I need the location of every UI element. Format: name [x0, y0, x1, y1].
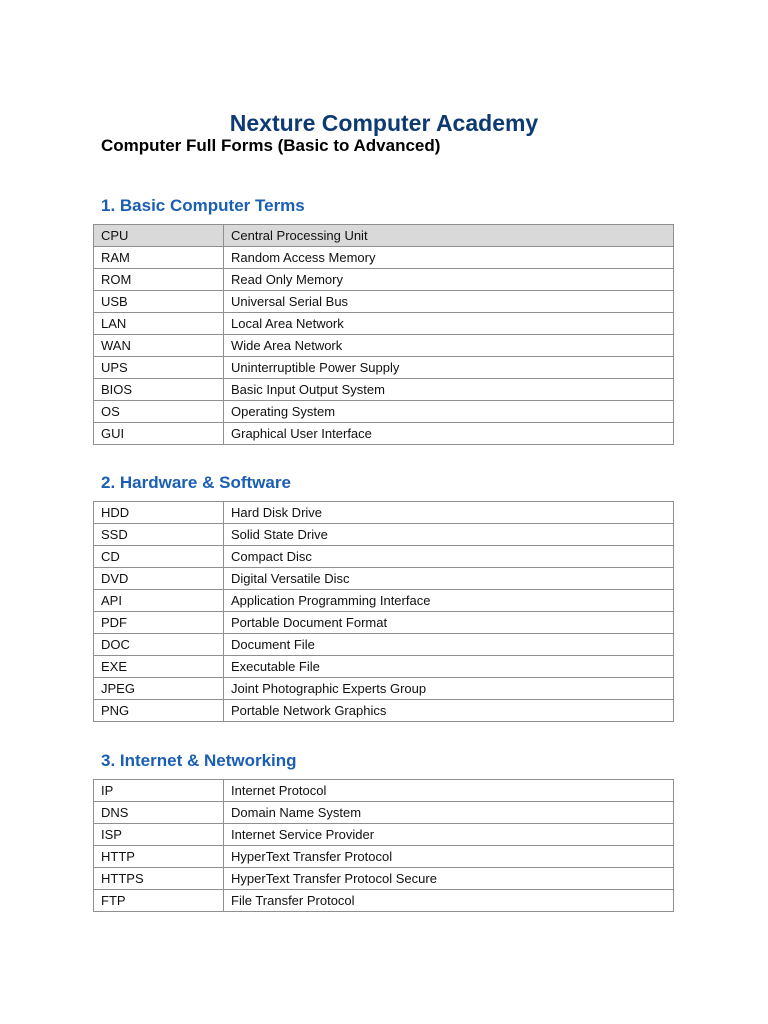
table-row	[94, 780, 674, 802]
section-internet-networking	[93, 750, 674, 912]
full-form-cell: Basic Input Output System	[224, 379, 674, 401]
abbreviation-cell: FTP	[94, 890, 224, 912]
full-form-cell: Uninterruptible Power Supply	[224, 357, 674, 379]
full-form-cell: Domain Name System	[224, 802, 674, 824]
full-form-cell: Wide Area Network	[224, 335, 674, 357]
full-form-cell: Application Programming Interface	[224, 590, 674, 612]
abbreviation-cell: HDD	[94, 502, 224, 524]
terms-table	[93, 779, 674, 912]
full-form-cell: Read Only Memory	[224, 269, 674, 291]
table-row	[94, 590, 674, 612]
table-row	[94, 612, 674, 634]
abbreviation-cell: DVD	[94, 568, 224, 590]
section-basic-computer-terms	[93, 195, 674, 445]
table-row	[94, 868, 674, 890]
abbreviation-cell: API	[94, 590, 224, 612]
table-row	[94, 313, 674, 335]
terms-table	[93, 501, 674, 722]
abbreviation-cell: RAM	[94, 247, 224, 269]
full-form-cell: Portable Network Graphics	[224, 700, 674, 722]
abbreviation-cell: USB	[94, 291, 224, 313]
abbreviation-cell: CD	[94, 546, 224, 568]
section-heading: 3. Internet & Networking	[101, 751, 297, 770]
table-row	[94, 524, 674, 546]
full-form-cell: Internet Protocol	[224, 780, 674, 802]
full-form-cell: Graphical User Interface	[224, 423, 674, 445]
section-heading: 1. Basic Computer Terms	[101, 196, 305, 215]
table-row	[94, 335, 674, 357]
full-form-cell: Universal Serial Bus	[224, 291, 674, 313]
abbreviation-cell: HTTPS	[94, 868, 224, 890]
table-row	[94, 225, 674, 247]
abbreviation-cell: HTTP	[94, 846, 224, 868]
table-row	[94, 802, 674, 824]
abbreviation-cell: DOC	[94, 634, 224, 656]
abbreviation-cell: ROM	[94, 269, 224, 291]
table-row	[94, 269, 674, 291]
full-form-cell: Hard Disk Drive	[224, 502, 674, 524]
table-row	[94, 634, 674, 656]
table-row	[94, 824, 674, 846]
table-row	[94, 546, 674, 568]
abbreviation-cell: BIOS	[94, 379, 224, 401]
section-heading: 2. Hardware & Software	[101, 473, 291, 492]
table-row	[94, 890, 674, 912]
full-form-cell: HyperText Transfer Protocol	[224, 846, 674, 868]
abbreviation-cell: EXE	[94, 656, 224, 678]
full-form-cell: Executable File	[224, 656, 674, 678]
table-row	[94, 357, 674, 379]
abbreviation-cell: OS	[94, 401, 224, 423]
table-row	[94, 678, 674, 700]
full-form-cell: Compact Disc	[224, 546, 674, 568]
table-row	[94, 846, 674, 868]
table-row	[94, 247, 674, 269]
document-subtitle: Computer Full Forms (Basic to Advanced)	[101, 136, 441, 155]
full-form-cell: Digital Versatile Disc	[224, 568, 674, 590]
section-hardware-software	[93, 472, 674, 722]
full-form-cell: Random Access Memory	[224, 247, 674, 269]
table-row	[94, 423, 674, 445]
abbreviation-cell: DNS	[94, 802, 224, 824]
abbreviation-cell: PNG	[94, 700, 224, 722]
table-row	[94, 291, 674, 313]
full-form-cell: Solid State Drive	[224, 524, 674, 546]
abbreviation-cell: WAN	[94, 335, 224, 357]
terms-table	[93, 224, 674, 445]
full-form-cell: HyperText Transfer Protocol Secure	[224, 868, 674, 890]
page-title: Nexture Computer Academy	[229, 110, 539, 137]
table-row	[94, 656, 674, 678]
full-form-cell: Joint Photographic Experts Group	[224, 678, 674, 700]
table-row	[94, 401, 674, 423]
full-form-cell: Central Processing Unit	[224, 225, 674, 247]
table-row	[94, 379, 674, 401]
full-form-cell: Portable Document Format	[224, 612, 674, 634]
abbreviation-cell: PDF	[94, 612, 224, 634]
abbreviation-cell: CPU	[94, 225, 224, 247]
full-form-cell: Local Area Network	[224, 313, 674, 335]
abbreviation-cell: GUI	[94, 423, 224, 445]
full-form-cell: Operating System	[224, 401, 674, 423]
abbreviation-cell: SSD	[94, 524, 224, 546]
abbreviation-cell: JPEG	[94, 678, 224, 700]
full-form-cell: File Transfer Protocol	[224, 890, 674, 912]
abbreviation-cell: IP	[94, 780, 224, 802]
full-form-cell: Internet Service Provider	[224, 824, 674, 846]
table-row	[94, 568, 674, 590]
abbreviation-cell: UPS	[94, 357, 224, 379]
table-row	[94, 502, 674, 524]
table-row	[94, 700, 674, 722]
abbreviation-cell: ISP	[94, 824, 224, 846]
full-form-cell: Document File	[224, 634, 674, 656]
abbreviation-cell: LAN	[94, 313, 224, 335]
